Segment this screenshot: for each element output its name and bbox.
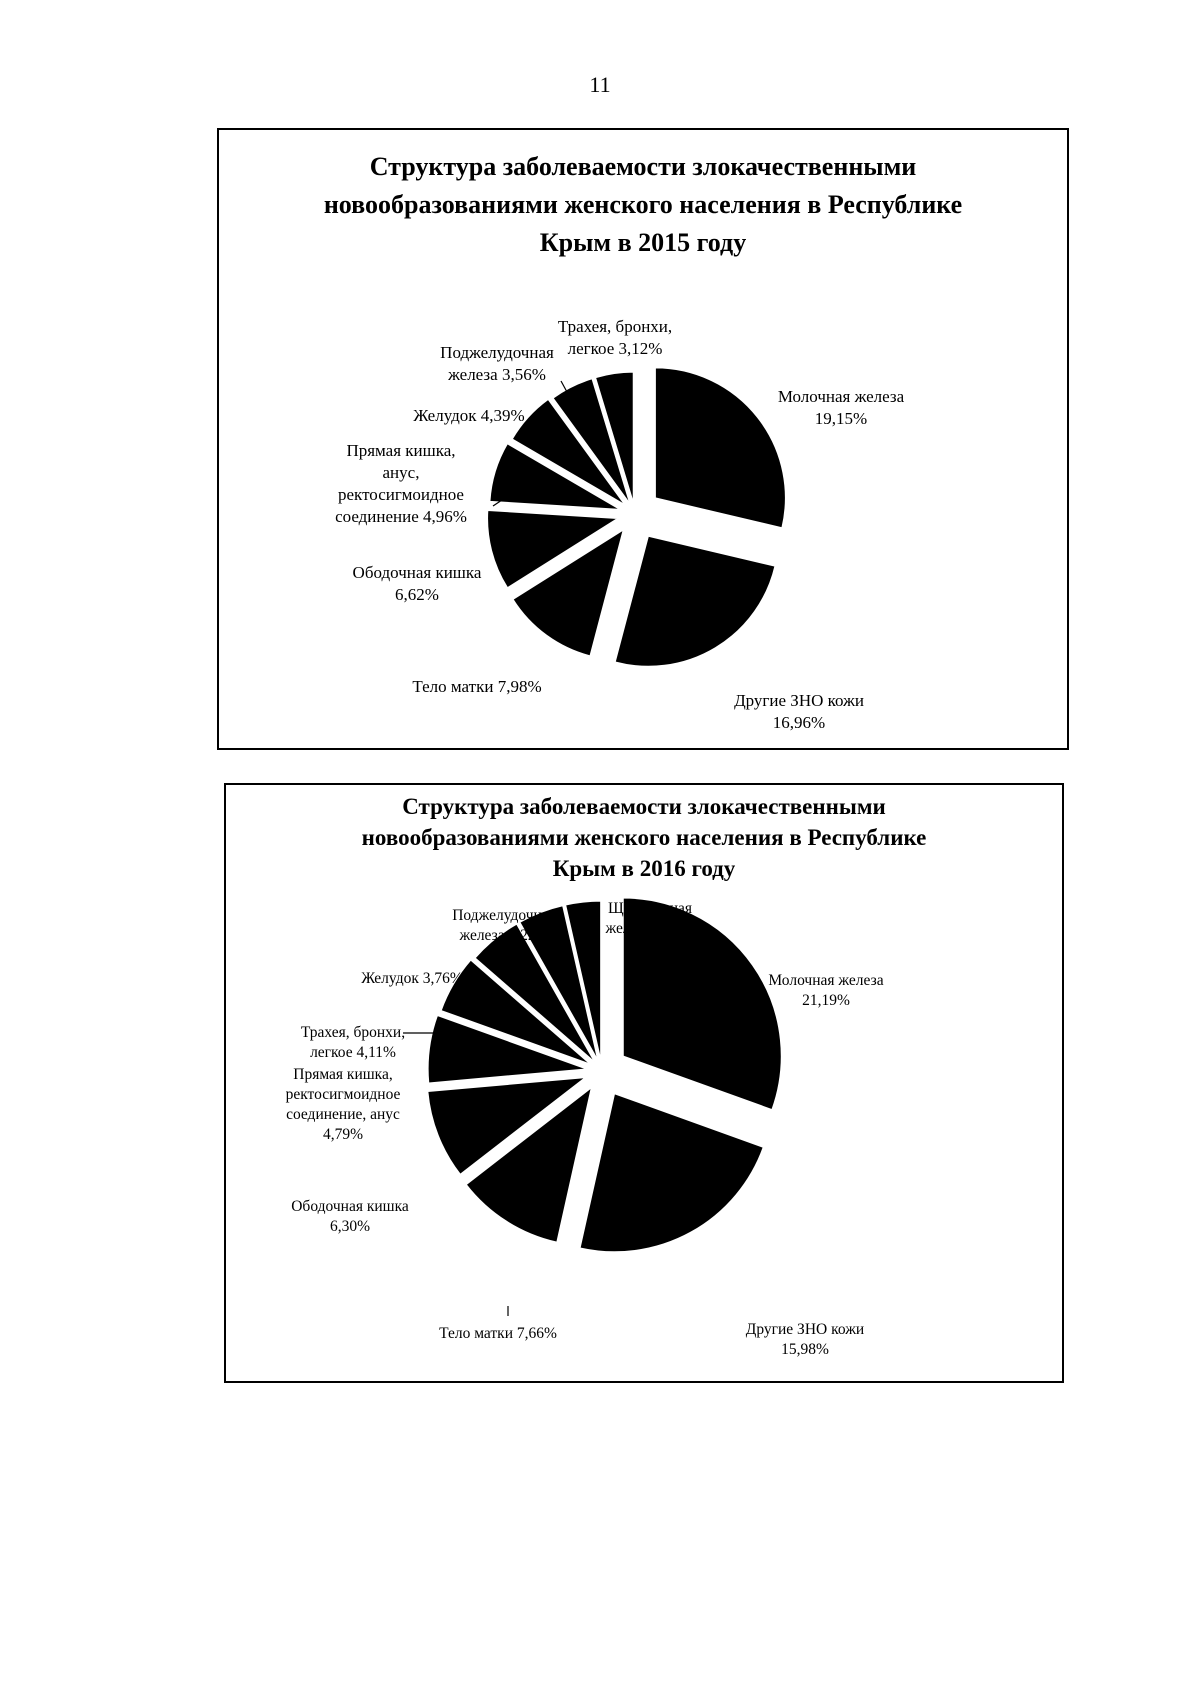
slice-label-line: легкое 3,12%	[567, 339, 663, 358]
chart-title-line: Крым в 2015 году	[539, 228, 747, 257]
chart-title-line: новообразованиями женского населения в Республике	[323, 190, 963, 219]
slice-label-line: Желудок 3,76%	[361, 970, 463, 987]
slice-label-line: 4,79%	[322, 1126, 364, 1143]
slice-label	[439, 1325, 557, 1342]
chart-title-line: новообразованиями женского населения в Республике	[361, 825, 927, 850]
slice-label	[778, 387, 905, 428]
slice-label-line: Другие ЗНО кожи	[745, 1321, 865, 1338]
slice-label	[286, 1066, 401, 1143]
slice-label-line: Желудок 4,39%	[413, 406, 525, 425]
slice-label-line: Тело матки 7,98%	[412, 677, 542, 696]
chart-title-line: Крым в 2016 году	[552, 856, 736, 881]
slice-label-line: Молочная железа	[777, 387, 905, 406]
slice-label-line: соединение 4,96%	[335, 507, 467, 526]
leader-line	[561, 381, 567, 392]
slice-label-line: 19,15%	[814, 409, 868, 428]
slice-label	[734, 691, 864, 732]
slice-label-line: ректосигмоидное	[285, 1086, 401, 1103]
slice-label-line: Молочная железа	[768, 972, 884, 989]
page-number: 11	[589, 72, 611, 97]
slice-label-line: 6,62%	[395, 585, 439, 604]
slice-label-line: Другие ЗНО кожи	[734, 691, 864, 710]
slice-label-line: Ободочная кишка	[291, 1198, 409, 1215]
chart-2015	[217, 128, 1069, 750]
slice-label	[301, 1024, 405, 1061]
slice-label-line: Тело матки 7,66%	[439, 1325, 557, 1342]
slice-label-line: соединение, анус	[286, 1106, 400, 1123]
slice-label	[291, 1198, 409, 1235]
slice-label	[440, 343, 554, 384]
pie-chart-2016	[226, 785, 1066, 1385]
chart-2016	[224, 783, 1064, 1383]
slice-label-line: 16,96%	[772, 713, 826, 732]
slice-label-line: анус,	[382, 463, 420, 482]
slice-label	[558, 317, 672, 358]
slice-label	[412, 677, 541, 696]
slice-label-line: железа 3,22%	[459, 927, 549, 944]
pie-chart-2015	[219, 130, 1071, 752]
slice-label-line: ректосигмоидное	[338, 485, 464, 504]
slice-label	[335, 441, 467, 526]
chart-title-line: Структура заболеваемости злокачественными	[369, 152, 917, 181]
pie-slice	[615, 536, 775, 666]
slice-label-line: Поджелудочная	[440, 343, 554, 362]
slice-label-line: Прямая кишка,	[293, 1066, 393, 1083]
slice-label-line: Трахея, бронхи,	[557, 317, 673, 336]
slice-label	[413, 406, 524, 425]
slice-label-line: Трахея, бронхи,	[300, 1024, 406, 1041]
pie-slice	[580, 1094, 763, 1252]
pie-slice	[655, 368, 785, 528]
slice-label	[768, 972, 883, 1009]
slice-label-line: легкое 4,11%	[310, 1044, 396, 1061]
slice-label	[746, 1321, 864, 1358]
slice-label	[353, 563, 482, 604]
slice-label-line: 15,98%	[781, 1341, 829, 1358]
slice-label-line: железа 3,56%	[448, 365, 546, 384]
slice-label-line: 21,19%	[802, 992, 850, 1009]
slice-label-line: 6,30%	[329, 1218, 371, 1235]
chart-title-line: Структура заболеваемости злокачественными	[402, 794, 886, 819]
slice-label-line: Поджелудочная	[452, 907, 556, 924]
slice-label-line: Прямая кишка,	[346, 441, 456, 460]
slice-label	[361, 970, 463, 987]
slice-label-line: Ободочная кишка	[352, 563, 482, 582]
slice-label-line: железа 2,47%	[605, 920, 695, 937]
slice-label-line: Щитовидная	[607, 900, 693, 917]
